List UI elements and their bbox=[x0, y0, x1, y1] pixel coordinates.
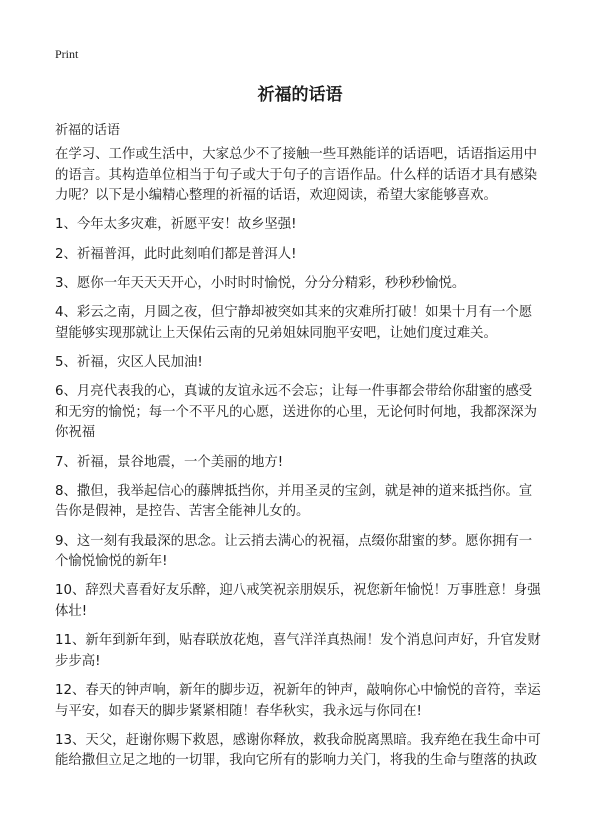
blessing-item bbox=[55, 532, 555, 573]
paragraph-line: 能给撒但立足之地的一切罪，我向它所有的影响力关门，将我的生命与堕落的执政 bbox=[55, 753, 538, 769]
blessing-item bbox=[55, 353, 555, 374]
paragraph-line: 个愉悦愉悦的新年! bbox=[55, 554, 168, 570]
paragraph-line: 告你是假神，是控告、苦害全能神儿女的。 bbox=[55, 504, 310, 520]
paragraph-line: 在学习、工作或生活中，大家总少不了接触一些耳熟能详的话语吧，话语指运用中 bbox=[55, 147, 538, 162]
print-link[interactable]: Print bbox=[55, 47, 79, 61]
paragraph-line: 4、彩云之南，月圆之夜，但宁静却被突如其来的灾难所打破！如果十月有一个愿 bbox=[55, 305, 533, 321]
blessing-item bbox=[55, 215, 555, 236]
blessing-item bbox=[55, 482, 555, 523]
blessing-item bbox=[55, 274, 555, 295]
blessing-item bbox=[55, 581, 555, 622]
paragraph-line: 3、愿你一年天天天开心，小时时时愉悦，分分分精彩，秒秒秒愉悦。 bbox=[55, 275, 466, 291]
paragraph-line: 11、新年到新年到，贴春联放花炮，喜气洋洋真热闹！发个消息问声好，升官发财 bbox=[55, 633, 541, 649]
blessing-item bbox=[55, 382, 555, 444]
paragraph-line: 13、天父，赶谢你赐下救恩，感谢你释放，救我命脱离黑暗。我弃绝在我生命中可 bbox=[55, 732, 541, 748]
blessing-item bbox=[55, 245, 555, 266]
paragraph-line: 12、春天的钟声响，新年的脚步迈，祝新年的钟声，敲响你心中愉悦的音符，幸运 bbox=[55, 683, 541, 699]
blessing-item bbox=[55, 631, 555, 672]
document-body bbox=[55, 145, 555, 781]
paragraph-line: 2、祈福普洱，此时此刻咱们都是普洱人! bbox=[55, 246, 297, 262]
blessing-item bbox=[55, 681, 555, 722]
page-title: 祈福的话语 bbox=[257, 85, 343, 105]
blessing-item bbox=[55, 731, 555, 772]
paragraph-line: 你祝福 bbox=[55, 425, 96, 441]
paragraph-line: 10、辞烈犬喜看好友乐醉，迎八戒笑祝亲朋娱乐，祝您新年愉悦！万事胜意！身强 bbox=[55, 583, 541, 599]
blessing-item bbox=[55, 453, 555, 474]
intro-paragraph bbox=[55, 145, 555, 207]
paragraph-line: 与平安，如春天的脚步紧紧相随！春华秋实，我永远与你同在! bbox=[55, 703, 422, 719]
paragraph-line: 5、祈福，灾区人民加油! bbox=[55, 354, 203, 370]
paragraph-line: 的语言。其构造单位相当于句子或大于句子的言语作品。什么样的话语才具有感染 bbox=[55, 167, 538, 183]
paragraph-line: 9、这一刻有我最深的思念。让云捎去满心的祝福，点缀你甜蜜的梦。愿你拥有一 bbox=[55, 533, 533, 549]
paragraph-line: 望能够实现那就让上天保佑云南的兄弟姐妹同胞平安吧，让她们度过难关。 bbox=[55, 325, 497, 341]
paragraph-line: 8、撒但，我举起信心的藤牌抵挡你，并用圣灵的宝剑，就是神的道来抵挡你。宣 bbox=[55, 483, 533, 499]
paragraph-line: 体壮! bbox=[55, 603, 88, 619]
paragraph-line: 力呢？以下是小编精心整理的祈福的话语，欢迎阅读，希望大家能够喜欢。 bbox=[55, 188, 497, 203]
blessing-item bbox=[55, 303, 555, 344]
document-subtitle: 祈福的话语 bbox=[55, 123, 121, 138]
paragraph-line: 6、月亮代表我的心，真诚的友谊永远不会忘；让每一件事都会带给你甜蜜的感受 bbox=[55, 384, 533, 400]
paragraph-line: 7、祈福，景谷地震，一个美丽的地方! bbox=[55, 454, 284, 470]
paragraph-line: 步步高! bbox=[55, 653, 101, 669]
paragraph-line: 和无穷的愉悦；每一个不平凡的心愿，送进你的心里，无论何时何地，我都深深为 bbox=[55, 404, 538, 420]
paragraph-line: 1、今年太多灾难，祈愿平安！故乡坚强! bbox=[55, 217, 297, 233]
